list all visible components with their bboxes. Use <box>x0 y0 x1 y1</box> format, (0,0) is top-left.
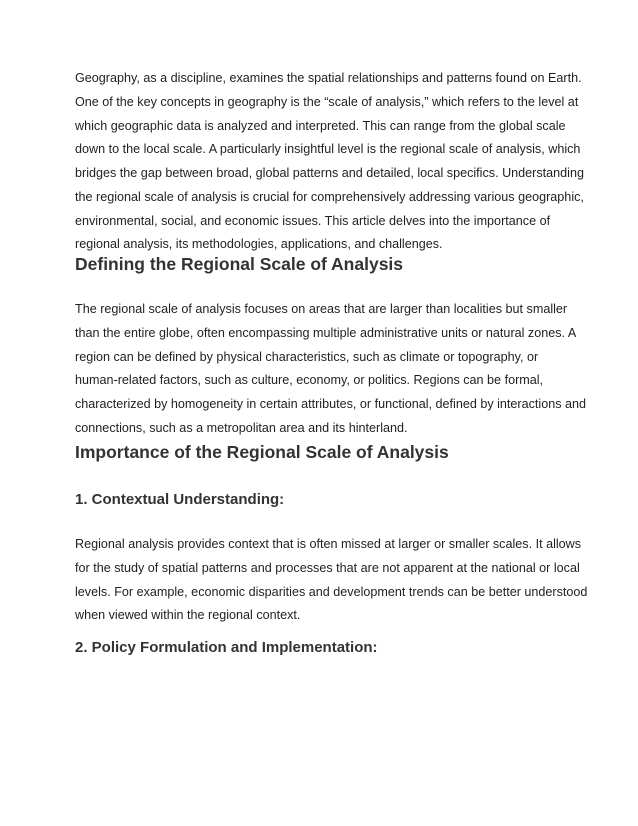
text-line: Regional analysis provides context that is often missed at larger or smaller scales. It allows <box>75 537 582 551</box>
text-line: region can be defined by physical characteristics, such as climate or topography, or <box>75 349 539 364</box>
text-line: for the study of spatial patterns and processes that are not apparent at the national or local <box>75 560 580 575</box>
text-line: bridges the gap between broad, global patterns and detailed, local specifics. Understanding <box>75 166 584 180</box>
text-line: Geography, as a discipline, examines the spatial relationships and patterns found on Earth. <box>75 71 582 85</box>
contextual-paragraph <box>75 533 588 628</box>
text-line: environmental, social, and economic issues. This article delves into the importance of <box>75 213 551 228</box>
text-line: than the entire globe, often encompassing multiple administrative units or natural zones. A <box>75 325 577 340</box>
text-line: down to the local scale. A particularly insightful level is the regional scale of analysis, which <box>75 142 581 157</box>
text-line: regional analysis, its methodologies, applications, and challenges. <box>75 237 443 252</box>
text-line: characterized by homogeneity in certain attributes, or functional, defined by interactions and <box>75 397 587 411</box>
section-heading-defining: Defining the Regional Scale of Analysis <box>75 254 404 274</box>
text-line: human-related factors, such as culture, economy, or politics. Regions can be formal, <box>75 373 544 388</box>
subheading-policy-formulation: 2. Policy Formulation and Implementation: <box>75 639 378 656</box>
defining-paragraph <box>75 298 587 441</box>
text-line: connections, such as a metropolitan area and its hinterland. <box>75 420 408 435</box>
text-line: The regional scale of analysis focuses on areas that are larger than localities but smaller <box>75 302 568 316</box>
intro-paragraph <box>75 67 584 257</box>
text-line: which geographic data is analyzed and interpreted. This can range from the global scale <box>75 118 566 133</box>
text-line: the regional scale of analysis is crucial for comprehensively addressing various geographic, <box>75 189 584 204</box>
text-line: when viewed within the regional context. <box>75 608 301 623</box>
text-line: levels. For example, economic disparities and development trends can be better understood <box>75 584 588 599</box>
subheading-contextual-understanding: 1. Contextual Understanding: <box>75 491 285 508</box>
text-line: One of the key concepts in geography is the “scale of analysis,” which refers to the level at <box>75 94 579 109</box>
section-heading-importance: Importance of the Regional Scale of Analysis <box>75 442 449 462</box>
